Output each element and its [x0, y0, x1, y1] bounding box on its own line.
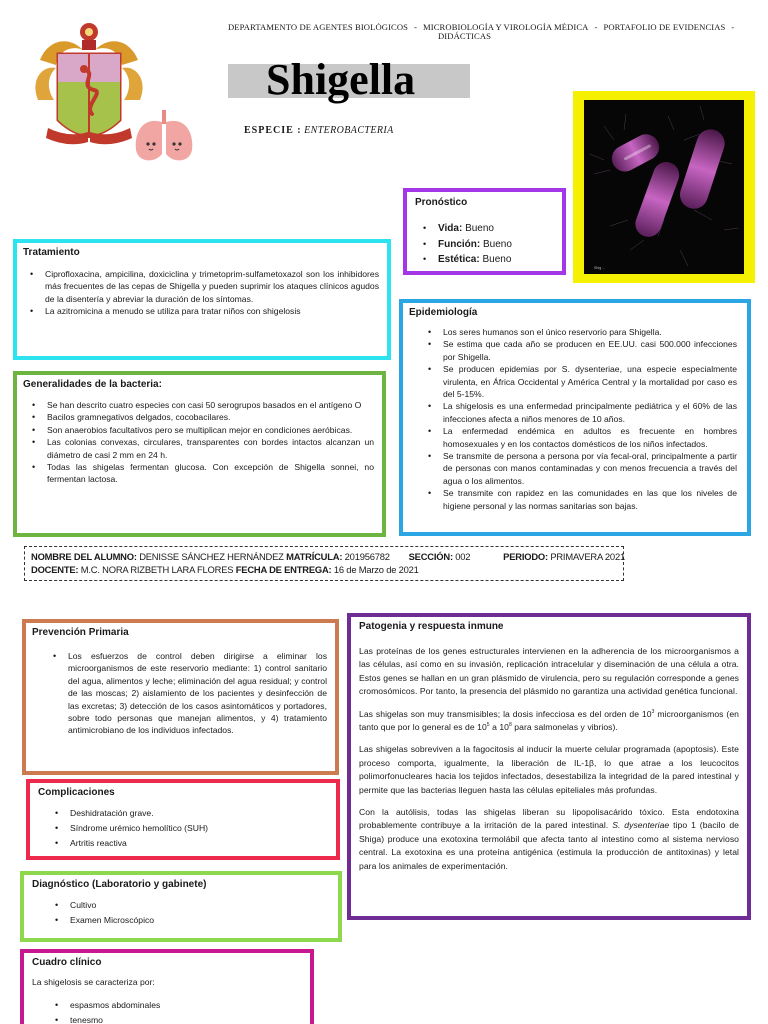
- species-value: ENTEROBACTERIA: [304, 125, 394, 136]
- patogenia-paragraph-4: [359, 806, 739, 873]
- cuadro-list: [32, 998, 302, 1024]
- header-line: [228, 23, 768, 41]
- student-info-box: [24, 546, 624, 581]
- diagnostico-list: [32, 898, 330, 928]
- cuadro-intro: La shigelosis se caracteriza por:: [32, 977, 155, 987]
- text-run: Las shigelas son muy transmisibles; la dosis infecciosa es del orden de 10: [359, 708, 652, 719]
- header-overflow: DIDÁCTICAS: [438, 31, 492, 41]
- list-item: • La shigelosis es una enfermedad principalmente pediátrica y el 60% de las infecciones afecta a niños menores de 10 años.: [443, 400, 737, 425]
- prevencion-box: [22, 619, 339, 775]
- list-item: • Artritis reactiva: [70, 836, 328, 851]
- list-item: • La enfermedad endémica en adultos es frecuente en hombres homosexuales y en los contactos domésticos de los niños infectados.: [443, 425, 737, 450]
- department-label: DEPARTAMENTO DE AGENTES BIOLÓGICOS: [228, 23, 409, 32]
- list-item: • Bacilos gramnegativos delgados, cocobacilares.: [47, 411, 374, 423]
- generalidades-box: [13, 371, 386, 537]
- tratamiento-title: Tratamiento: [23, 247, 80, 258]
- complicaciones-title: Complicaciones: [38, 787, 115, 798]
- header-separator: -: [594, 23, 598, 32]
- item-value: Bueno: [482, 254, 512, 265]
- list-item: • La azitromicina a menudo se utiliza para tratar niños con shigelosis: [45, 305, 379, 317]
- list-item: • Todas las shigelas fermentan glucosa. Con excepción de Shigella sonnei, no fermentan lactosa.: [47, 461, 374, 486]
- list-item: • Se han descrito cuatro especies con casi 50 serogrupos basados en el antígeno O: [47, 399, 374, 411]
- docente-value: M.C. NORA RIZBETH LARA FLORES: [80, 564, 234, 575]
- docente-row: [31, 563, 617, 576]
- pronostico-box: [403, 188, 566, 275]
- periodo-label: PERIODO:: [503, 551, 548, 562]
- list-item: • Se transmite de persona a persona por vía fecal-oral, principalmente a partir de personas con manos contaminadas y con menos frecuencia a través del agua o los alimentos.: [443, 450, 737, 487]
- list-item: • Ciprofloxacina, ampicilina, doxiciclina y trimetoprim-sulfametoxazol son los inhibidores más frecuentes de las cepas de Shigella y pueden suprimir los ataques clínicos agudos de la disentería y abreviar la duración de los síntomas.: [45, 268, 379, 305]
- cuadro-title: Cuadro clínico: [32, 957, 102, 968]
- item-label: Vida:: [438, 223, 463, 234]
- list-item: • Examen Microscópico: [70, 913, 330, 928]
- list-item: • Son anaerobios facultativos pero se multiplican mejor en condiciones aeróbicas.: [47, 424, 374, 436]
- item-label: Función:: [438, 238, 481, 250]
- patogenia-paragraph-2: [359, 708, 739, 735]
- faculty-logo-illustration: [28, 10, 238, 170]
- epidemiologia-title: Epidemiología: [409, 307, 478, 318]
- seccion-label: SECCIÓN:: [408, 551, 453, 562]
- pronostico-list: [415, 221, 554, 268]
- header-separator: -: [731, 23, 735, 32]
- list-item: • Síndrome urémico hemolítico (SUH): [70, 821, 328, 836]
- page-title: Shigella: [266, 55, 416, 104]
- italic-species: S. dysenteriae: [612, 820, 670, 831]
- text-run: microorganismos (en tanto que por lo general es de 10: [359, 708, 739, 733]
- tratamiento-box: [13, 239, 391, 360]
- student-name: DENISSE SÁNCHEZ HERNÁNDEZ: [139, 551, 284, 562]
- cuadro-clinico-box: [20, 949, 314, 1024]
- list-item: • Las colonias convexas, circulares, transparentes con bordes intactos alcanzan un diámetro de casi 2 mm en 24 h.: [47, 436, 374, 461]
- docente-label: DOCENTE:: [31, 564, 79, 575]
- matricula-value: 201956782: [344, 551, 390, 562]
- image-caption: Shig ...: [594, 266, 606, 270]
- periodo-value: PRIMAVERA 2021: [550, 551, 625, 562]
- list-item: [438, 237, 554, 253]
- superscript: 3: [651, 708, 655, 715]
- superscript: 5: [486, 722, 490, 729]
- epidemiologia-box: [399, 299, 751, 536]
- list-item: • Los esfuerzos de control deben dirigirse a eliminar los microorganismos de este reservorio mediante: 1) control sanitario del agua, alimentos y leche; eliminación del agua residual; y control de las moscas; 2) aislamiento de los pacientes y desinfección de las excretas; 3) detección de los casos asintomáticos y portadores, sobre todo personas que manejan alimentos, y 4) tratamiento antimicrobiano de los individuos infectados.: [68, 650, 327, 737]
- list-item: • Se transmite con rapidez en las comunidades en las que los niveles de higiene personal y las normas sanitarias son bajas.: [443, 487, 737, 512]
- name-label: NOMBRE DEL ALUMNO:: [31, 551, 137, 562]
- list-item: [438, 221, 554, 237]
- fecha-value: 16 de Marzo de 2021: [333, 564, 419, 575]
- header-separator: -: [414, 23, 418, 32]
- bacteria-microscopy-image: [584, 100, 744, 274]
- text-run: a 10: [489, 722, 510, 733]
- bacteria-image-frame: [573, 91, 755, 283]
- epidemiologia-list: [409, 326, 737, 512]
- seccion-value: 002: [455, 551, 471, 562]
- portfolio-label: PORTAFOLIO DE EVIDENCIAS: [603, 23, 726, 32]
- patogenia-paragraph-1: Las proteínas de los genes estructurales intervienen en la adherencia de los microorganismos a las células, así como en su invasión, replicación intracelular y diseminación de una célula a otra. Estos genes se hallan en un gran plásmido de virulencia, pero su regulación corresponde a genes cromosómicos. Por tanto, la presencia del plásmido no garantiza una actividad genética funcional.: [359, 646, 739, 697]
- patogenia-box: [347, 613, 751, 920]
- list-item: • Se estima que cada año se producen en EE.UU. casi 500.000 infecciones por Shigella.: [443, 338, 737, 363]
- fecha-label: FECHA DE ENTREGA:: [235, 564, 332, 575]
- diagnostico-title: Diagnóstico (Laboratorio y gabinete): [32, 879, 207, 890]
- tratamiento-list: [23, 268, 379, 318]
- list-item: • tenesmo: [70, 1013, 302, 1024]
- diagnostico-box: [20, 871, 342, 942]
- student-row: [31, 550, 625, 563]
- text-run: Con la autólisis, todas las shigelas liberan su lipopolisacárido tóxico. Esta endotoxina probablemente contribuye a la irritación de la pared intestinal.: [359, 807, 739, 831]
- superscript: 8: [509, 722, 512, 729]
- shigella-rods-illustration: [584, 100, 744, 274]
- patogenia-paragraph-3: Las shigelas sobreviven a la fagocitosis al inducir la muerte celular programada (apoptosis). Este proceso comporta, igualmente, la liberación de IL-1β, lo que atrae a los leucocitos polimorfonucleares hacia los tejidos infectados, desestabiliza la integridad de la pared intestinal y permite que las bacterias lleguen hasta las células epiteliales más profundas.: [359, 744, 739, 795]
- list-item: • Cultivo: [70, 898, 330, 913]
- text-run: tipo 1 (bacilo de Shiga) produce una exotoxina termolábil que afecta tanto al intestino como al sistema nervioso central. La exotoxina es una proteína antigénica (estimula la producción de antitoxinas) y letal para los animales de experimentación.: [359, 820, 739, 871]
- item-value: Bueno: [483, 238, 512, 250]
- item-label: Estética:: [438, 254, 480, 265]
- complicaciones-list: [38, 806, 328, 850]
- generalidades-title: Generalidades de la bacteria:: [23, 379, 162, 390]
- list-item: • Se producen epidemias por S. dysenteriae, una especie especialmente virulenta, en África Occidental y América Central y la mortalidad por caso es del 5-15%.: [443, 363, 737, 400]
- prevencion-list: [32, 650, 327, 737]
- list-item: • Los seres humanos son el único reservorio para Shigella.: [443, 326, 737, 338]
- generalidades-list: [23, 399, 374, 486]
- text-run: para salmonelas y vibrios).: [511, 722, 618, 733]
- list-item: • Deshidratación grave.: [70, 806, 328, 821]
- species-line: [244, 125, 394, 136]
- prevencion-title: Prevención Primaria: [32, 627, 129, 638]
- patogenia-title: Patogenia y respuesta inmune: [359, 621, 504, 632]
- list-item: • espasmos abdominales: [70, 998, 302, 1013]
- species-label: ESPECIE :: [244, 125, 302, 136]
- list-item: [438, 252, 554, 268]
- matricula-label: MATRÍCULA:: [286, 551, 343, 562]
- subject-label: MICROBIOLOGÍA Y VIROLOGÍA MÉDICA: [423, 23, 589, 32]
- pronostico-title: Pronóstico: [415, 197, 468, 208]
- item-value: Bueno: [465, 223, 494, 234]
- complicaciones-box: [26, 779, 340, 860]
